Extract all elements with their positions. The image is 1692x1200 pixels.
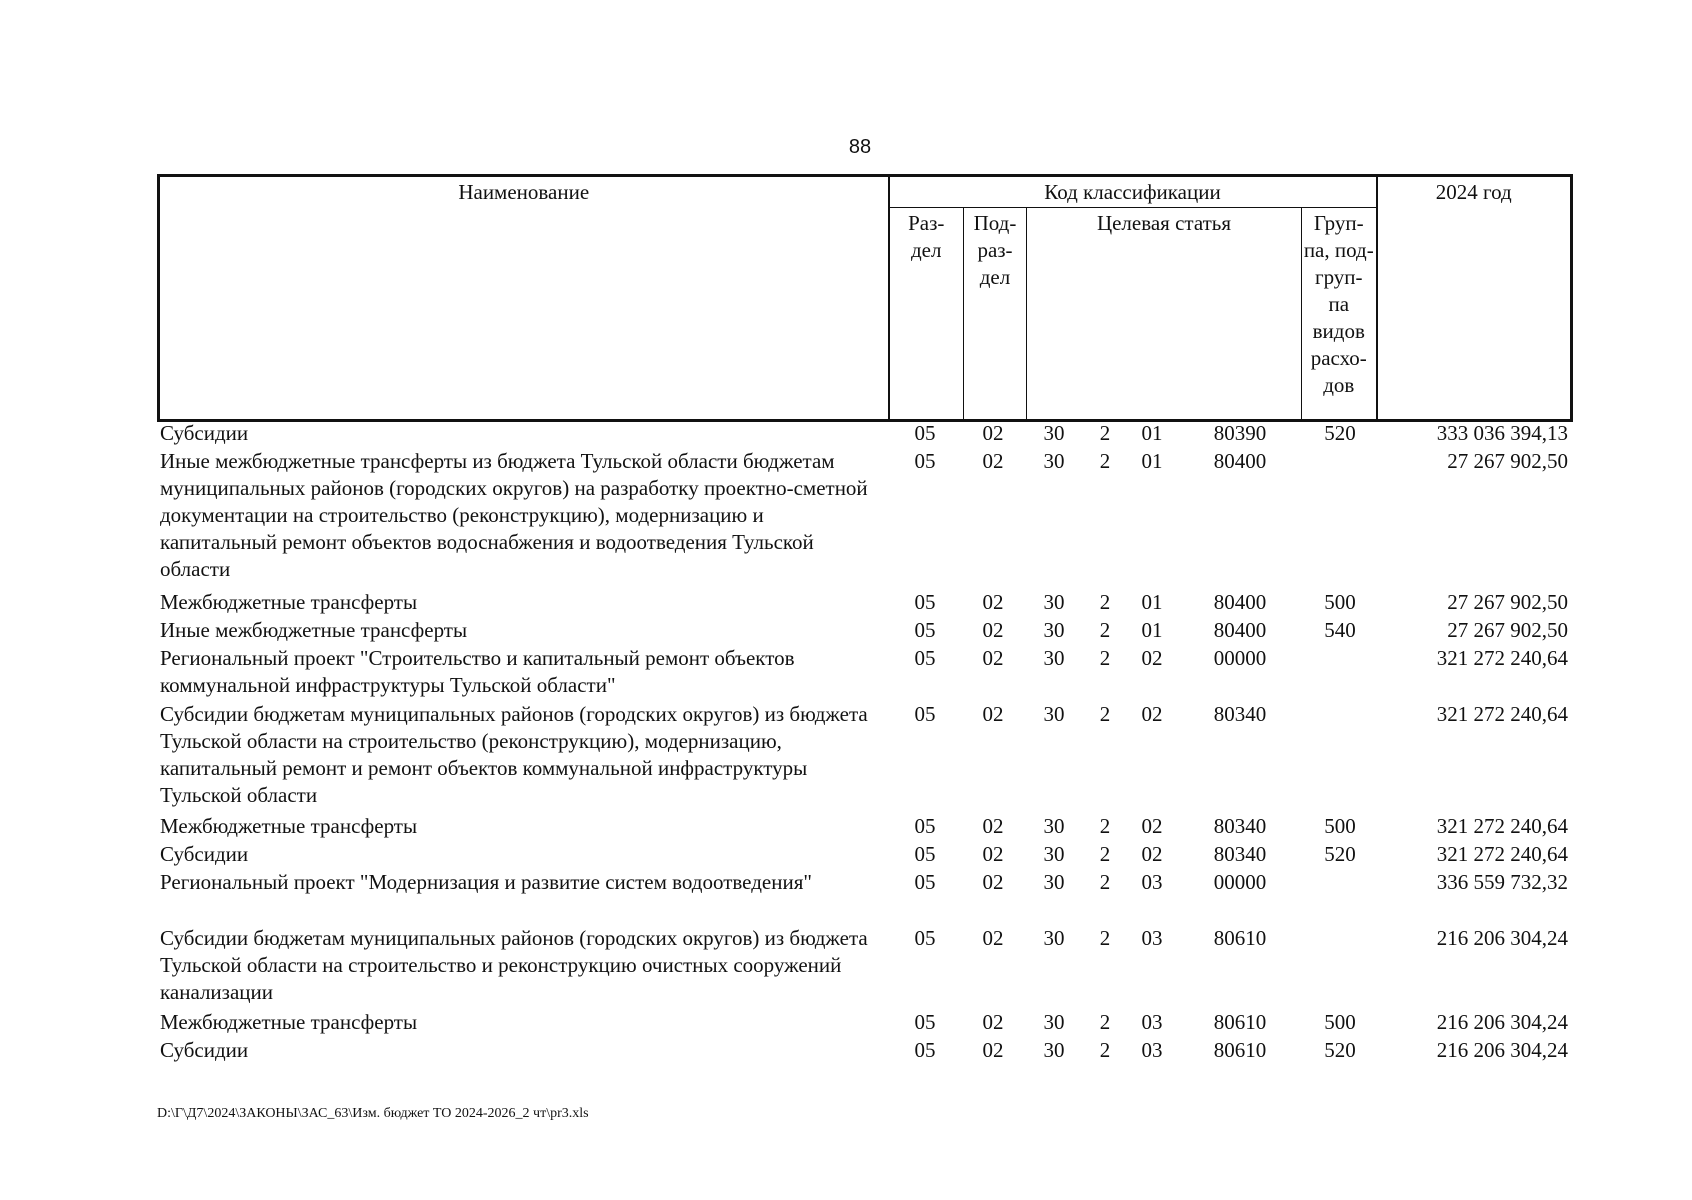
row-target-program: 30 xyxy=(1043,590,1065,614)
row-target-structure: 02 xyxy=(1141,842,1163,866)
header-vr xyxy=(1302,208,1377,421)
row-name: Субсидии бюджетам муниципальных районов (городских округов) из бюджета Тульской области на строительство и реконструкцию очистных сооружений канализации xyxy=(160,926,868,1004)
row-podrazdel: 02 xyxy=(982,618,1004,642)
row-target-program: 30 xyxy=(1043,1038,1065,1062)
header-year xyxy=(1377,176,1572,421)
row-target-type: 2 xyxy=(1099,702,1111,726)
row-sum: 216 206 304,24 xyxy=(1436,1038,1568,1062)
row-razdel: 05 xyxy=(914,590,936,614)
row-razdel: 05 xyxy=(914,449,936,473)
row-target-program: 30 xyxy=(1043,1010,1065,1034)
row-target-program: 30 xyxy=(1043,646,1065,670)
header-target xyxy=(1027,208,1302,421)
row-podrazdel: 02 xyxy=(982,590,1004,614)
table-row xyxy=(0,869,1692,925)
table-row xyxy=(0,589,1692,617)
row-target-structure: 01 xyxy=(1141,618,1163,642)
row-sum: 27 267 902,50 xyxy=(1447,449,1568,473)
row-sum: 216 206 304,24 xyxy=(1436,1010,1568,1034)
row-target-direction: 80610 xyxy=(1213,1010,1267,1034)
row-target-structure: 01 xyxy=(1141,590,1163,614)
row-target-type: 2 xyxy=(1099,926,1111,950)
row-razdel: 05 xyxy=(914,1010,936,1034)
row-podrazdel: 02 xyxy=(982,702,1004,726)
row-target-structure: 03 xyxy=(1141,926,1163,950)
row-razdel: 05 xyxy=(914,814,936,838)
table-row xyxy=(0,841,1692,869)
header-name xyxy=(159,176,889,421)
table-row xyxy=(0,1009,1692,1037)
row-sum: 336 559 732,32 xyxy=(1436,870,1568,894)
row-target-direction: 80340 xyxy=(1213,814,1267,838)
table-body xyxy=(0,420,1692,1065)
row-name: Иные межбюджетные трансферты из бюджета Тульской области бюджетам муниципальных районов (городских округов) на разработку проектно-сметной документации на строительство (реконструкцию), модернизацию и капитальный ремонт объектов водоснабжения и водоотведения Тульской области xyxy=(160,449,868,581)
row-sum: 27 267 902,50 xyxy=(1447,618,1568,642)
row-target-type: 2 xyxy=(1099,814,1111,838)
header-podrazdel-label: Под- раз- дел xyxy=(973,211,1017,289)
table-row xyxy=(0,617,1692,645)
row-name: Межбюджетные трансферты xyxy=(160,1010,418,1034)
table-row xyxy=(0,420,1692,448)
row-target-structure: 01 xyxy=(1141,421,1163,445)
row-podrazdel: 02 xyxy=(982,449,1004,473)
row-expense-type: 500 xyxy=(1324,814,1356,838)
header-year-label: 2024 год xyxy=(1435,180,1512,204)
row-razdel: 05 xyxy=(914,702,936,726)
table-row xyxy=(0,701,1692,813)
row-razdel: 05 xyxy=(914,1038,936,1062)
row-sum: 321 272 240,64 xyxy=(1436,702,1568,726)
row-razdel: 05 xyxy=(914,842,936,866)
table-row xyxy=(0,1037,1692,1065)
row-target-direction: 80610 xyxy=(1213,1038,1267,1062)
header-target-label: Целевая статья xyxy=(1096,211,1232,235)
row-target-structure: 03 xyxy=(1141,1038,1163,1062)
row-podrazdel: 02 xyxy=(982,926,1004,950)
row-target-type: 2 xyxy=(1099,618,1111,642)
table-header xyxy=(157,174,1573,422)
row-razdel: 05 xyxy=(914,926,936,950)
row-target-direction: 00000 xyxy=(1213,646,1267,670)
row-target-structure: 02 xyxy=(1141,646,1163,670)
row-sum: 321 272 240,64 xyxy=(1436,814,1568,838)
header-podrazdel xyxy=(964,208,1027,421)
row-target-direction: 80340 xyxy=(1213,842,1267,866)
row-target-program: 30 xyxy=(1043,421,1065,445)
row-target-program: 30 xyxy=(1043,618,1065,642)
row-name: Субсидии xyxy=(160,421,249,445)
row-sum: 321 272 240,64 xyxy=(1436,646,1568,670)
row-target-direction: 80400 xyxy=(1213,618,1267,642)
row-razdel: 05 xyxy=(914,646,936,670)
row-expense-type: 540 xyxy=(1324,618,1356,642)
table-row xyxy=(0,813,1692,841)
row-sum: 321 272 240,64 xyxy=(1436,842,1568,866)
header-razdel xyxy=(889,208,964,421)
row-target-type: 2 xyxy=(1099,646,1111,670)
row-name: Субсидии бюджетам муниципальных районов (городских округов) из бюджета Тульской области на строительство (реконструкцию), модернизацию, капитальный ремонт и ремонт объектов коммунальной инфраструктуры Тульской области xyxy=(160,702,868,807)
row-sum: 27 267 902,50 xyxy=(1447,590,1568,614)
row-podrazdel: 02 xyxy=(982,646,1004,670)
row-name: Межбюджетные трансферты xyxy=(160,814,418,838)
row-name: Иные межбюджетные трансферты xyxy=(160,618,468,642)
row-target-structure: 03 xyxy=(1141,1010,1163,1034)
row-target-type: 2 xyxy=(1099,1038,1111,1062)
row-podrazdel: 02 xyxy=(982,421,1004,445)
row-expense-type: 500 xyxy=(1324,590,1356,614)
row-name: Региональный проект "Модернизация и развитие систем водоотведения" xyxy=(160,870,812,894)
row-podrazdel: 02 xyxy=(982,842,1004,866)
table-row xyxy=(0,925,1692,1009)
file-path-footer: D:\Г\Д7\2024\ЗАКОНЫ\ЗАС_63\Изм. бюджет ТО 2024-2026_2 чт\pr3.xls xyxy=(157,1106,589,1121)
row-target-program: 30 xyxy=(1043,842,1065,866)
row-podrazdel: 02 xyxy=(982,814,1004,838)
row-target-structure: 02 xyxy=(1141,814,1163,838)
row-target-structure: 01 xyxy=(1141,449,1163,473)
row-name: Субсидии xyxy=(160,1038,249,1062)
table-row xyxy=(0,645,1692,701)
row-target-program: 30 xyxy=(1043,449,1065,473)
row-name: Межбюджетные трансферты xyxy=(160,590,418,614)
row-sum: 216 206 304,24 xyxy=(1436,926,1568,950)
row-target-structure: 03 xyxy=(1141,870,1163,894)
row-expense-type: 520 xyxy=(1324,1038,1356,1062)
row-target-type: 2 xyxy=(1099,421,1111,445)
row-razdel: 05 xyxy=(914,421,936,445)
header-name-label: Наименование xyxy=(458,180,590,204)
row-target-program: 30 xyxy=(1043,814,1065,838)
row-target-direction: 80340 xyxy=(1213,702,1267,726)
row-target-type: 2 xyxy=(1099,1010,1111,1034)
table-row xyxy=(0,448,1692,589)
header-code-group xyxy=(889,176,1377,208)
row-target-direction: 80400 xyxy=(1213,590,1267,614)
row-expense-type: 520 xyxy=(1324,842,1356,866)
row-expense-type: 500 xyxy=(1324,1010,1356,1034)
row-target-program: 30 xyxy=(1043,926,1065,950)
header-vr-label: Груп- па, под- груп- па видов расхо- дов xyxy=(1303,211,1374,397)
header-code-group-label: Код классификации xyxy=(1044,180,1221,204)
row-target-program: 30 xyxy=(1043,870,1065,894)
row-target-type: 2 xyxy=(1099,842,1111,866)
page-number: 88 xyxy=(848,136,872,158)
row-target-type: 2 xyxy=(1099,590,1111,614)
row-target-program: 30 xyxy=(1043,702,1065,726)
row-razdel: 05 xyxy=(914,618,936,642)
row-target-structure: 02 xyxy=(1141,702,1163,726)
row-name: Субсидии xyxy=(160,842,249,866)
row-podrazdel: 02 xyxy=(982,1010,1004,1034)
row-podrazdel: 02 xyxy=(982,870,1004,894)
row-razdel: 05 xyxy=(914,870,936,894)
row-target-type: 2 xyxy=(1099,870,1111,894)
row-expense-type: 520 xyxy=(1324,421,1356,445)
row-target-direction: 80400 xyxy=(1213,449,1267,473)
row-name: Региональный проект "Строительство и капитальный ремонт объектов коммунальной инфраструктуры Тульской области" xyxy=(160,646,795,697)
row-podrazdel: 02 xyxy=(982,1038,1004,1062)
row-target-direction: 80390 xyxy=(1213,421,1267,445)
header-razdel-label: Раз- дел xyxy=(908,211,945,262)
row-sum: 333 036 394,13 xyxy=(1436,421,1568,445)
row-target-direction: 00000 xyxy=(1213,870,1267,894)
row-target-type: 2 xyxy=(1099,449,1111,473)
row-target-direction: 80610 xyxy=(1213,926,1267,950)
